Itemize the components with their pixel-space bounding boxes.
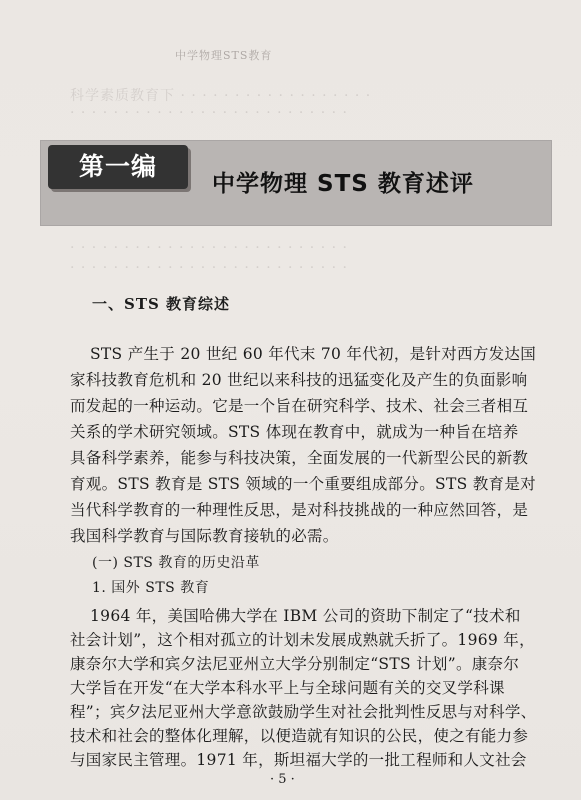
section-heading: 一、STS 教育综述	[92, 295, 231, 313]
subsection-heading: 1. 国外 STS 教育	[92, 580, 210, 596]
paragraph-line: 具备科学素养，能参与科技决策，全面发展的一代新型公民的新教	[70, 449, 529, 467]
paragraph-line: 技术和社会的整体化理解，以便造就有知识的公民，使之有能力参	[70, 727, 529, 745]
part-title: 中学物理 STS 教育述评	[212, 171, 474, 197]
paragraph-line: 康奈尔大学和宾夕法尼亚州立大学分别制定“STS 计划”。康奈尔	[70, 655, 520, 673]
bleed-through-text: · · · · · · · · · · · · · · · · · · · · · · · · · ·	[70, 260, 348, 276]
paragraph-line: 而发起的一种运动。它是一个旨在研究科学、技术、社会三者相互	[70, 397, 529, 415]
bleed-through-text: 科学素质教育下 · · · · · · · · · · · · · · · · · ·	[70, 88, 372, 104]
paragraph-line: 育观。STS 教育是 STS 领域的一个重要组成部分。STS 教育是对	[70, 475, 536, 493]
paragraph-line: 与国家民主管理。1971 年，斯坦福大学的一批工程师和人文社会	[70, 751, 527, 769]
paragraph-line: 家科技教育危机和 20 世纪以来科技的迅猛变化及产生的负面影响	[70, 371, 528, 389]
paragraph-line: 我国科学教育与国际教育接轨的必需。	[70, 527, 339, 545]
paragraph-line: STS 产生于 20 世纪 60 年代末 70 年代初，是针对西方发达国	[90, 345, 537, 363]
page-number: · 5 ·	[270, 772, 295, 787]
paragraph-line: 关系的学术研究领域。STS 体现在教育中，就成为一种旨在培养	[70, 423, 519, 441]
paragraph-line: 程”；宾夕法尼亚州大学意欲鼓励学生对社会批判性反思与对科学、	[70, 703, 537, 721]
part-label: 第一编	[48, 145, 188, 189]
paragraph-line: 当代科学教育的一种理性反思，是对科技挑战的一种应然回答，是	[70, 501, 529, 519]
paragraph-line: 大学旨在开发“在大学本科水平上与全球问题有关的交叉学科课	[70, 679, 505, 697]
paragraph-line: 社会计划”，这个相对孤立的计划未发展成熟就夭折了。1969 年，	[70, 631, 535, 649]
running-head: 中学物理STS教育	[175, 49, 273, 62]
subsection-heading: (一) STS 教育的历史沿革	[92, 555, 260, 571]
paragraph-line: 1964 年，美国哈佛大学在 IBM 公司的资助下制定了“技术和	[90, 607, 521, 625]
bleed-through-text: · · · · · · · · · · · · · · · · · · · · · · · · · ·	[70, 105, 348, 121]
bleed-through-text: · · · · · · · · · · · · · · · · · · · · · · · · · ·	[70, 240, 348, 256]
